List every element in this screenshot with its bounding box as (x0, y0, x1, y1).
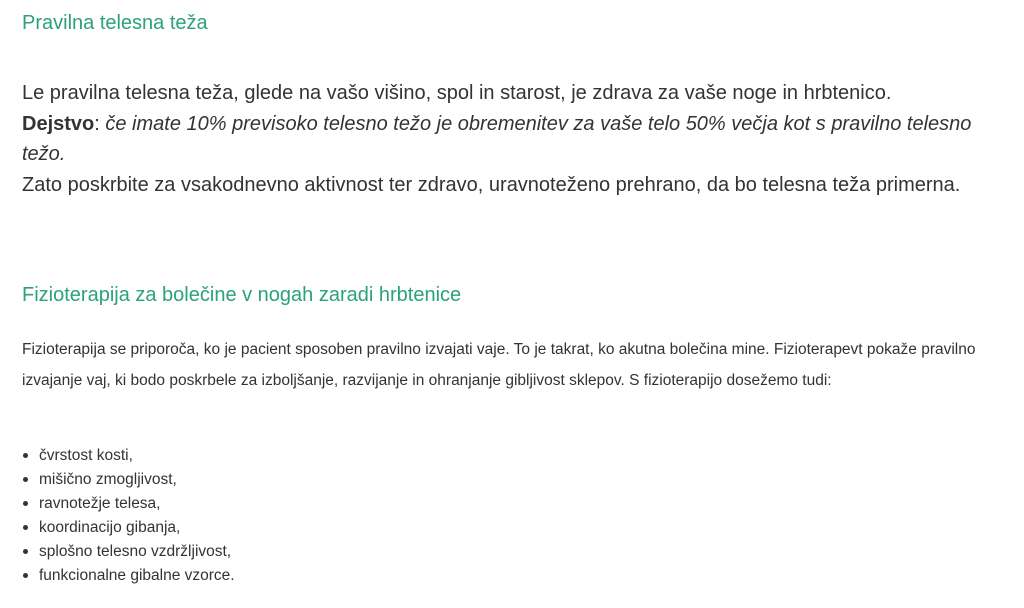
section-heading-physiotherapy: Fizioterapija za bolečine v nogah zaradi hrbtenice (22, 284, 462, 306)
list-item-label: funkcionalne gibalne vzorce. (39, 567, 235, 584)
section-heading-body-weight: Pravilna telesna teža (22, 12, 208, 34)
body-weight-paragraph (22, 78, 1012, 200)
list-item (22, 540, 235, 564)
list-item (22, 492, 235, 516)
bullet-icon (23, 477, 28, 482)
body-weight-advice-text: Zato poskrbite za vsakodnevno aktivnost ter zdravo, uravnoteženo prehrano, da bo telesna teža primerna. (22, 173, 961, 196)
fact-text: če imate 10% previsoko telesno težo je obremenitev za vaše telo 50% večja kot s pravilno telesno težo. (22, 112, 972, 165)
body-weight-intro-text: Le pravilna telesna teža, glede na vašo višino, spol in starost, je zdrava za vaše noge in hrbtenico. (22, 82, 892, 104)
fact-separator: : (94, 112, 106, 135)
bullet-icon (23, 525, 28, 530)
list-item-label: mišično zmogljivost, (39, 471, 177, 488)
physiotherapy-paragraph: Fizioterapija se priporoča, ko je pacient sposoben pravilno izvajati vaje. To je takrat, ko akutna bolečina mine. Fizioterapevt pokaže pravilno izvajanje vaj, ki bodo poskrbele za izboljšanje, razvijanje in ohranjanje gibljivost sklepov. S fizioterapijo dosežemo tudi: (22, 341, 976, 389)
list-item-label: čvrstost kosti, (39, 447, 133, 464)
bullet-icon (23, 549, 28, 554)
bullet-icon (23, 573, 28, 578)
list-item (22, 564, 235, 588)
list-item (22, 444, 235, 468)
benefits-list (22, 444, 235, 588)
list-item (22, 468, 235, 492)
list-item-label: splošno telesno vzdržljivost, (39, 543, 232, 560)
bullet-icon (23, 501, 28, 506)
list-item-label: ravnotežje telesa, (39, 495, 161, 512)
bullet-icon (23, 453, 28, 458)
fact-label: Dejstvo (22, 112, 95, 135)
list-item-label: koordinacijo gibanja, (39, 519, 181, 536)
list-item (22, 516, 235, 540)
